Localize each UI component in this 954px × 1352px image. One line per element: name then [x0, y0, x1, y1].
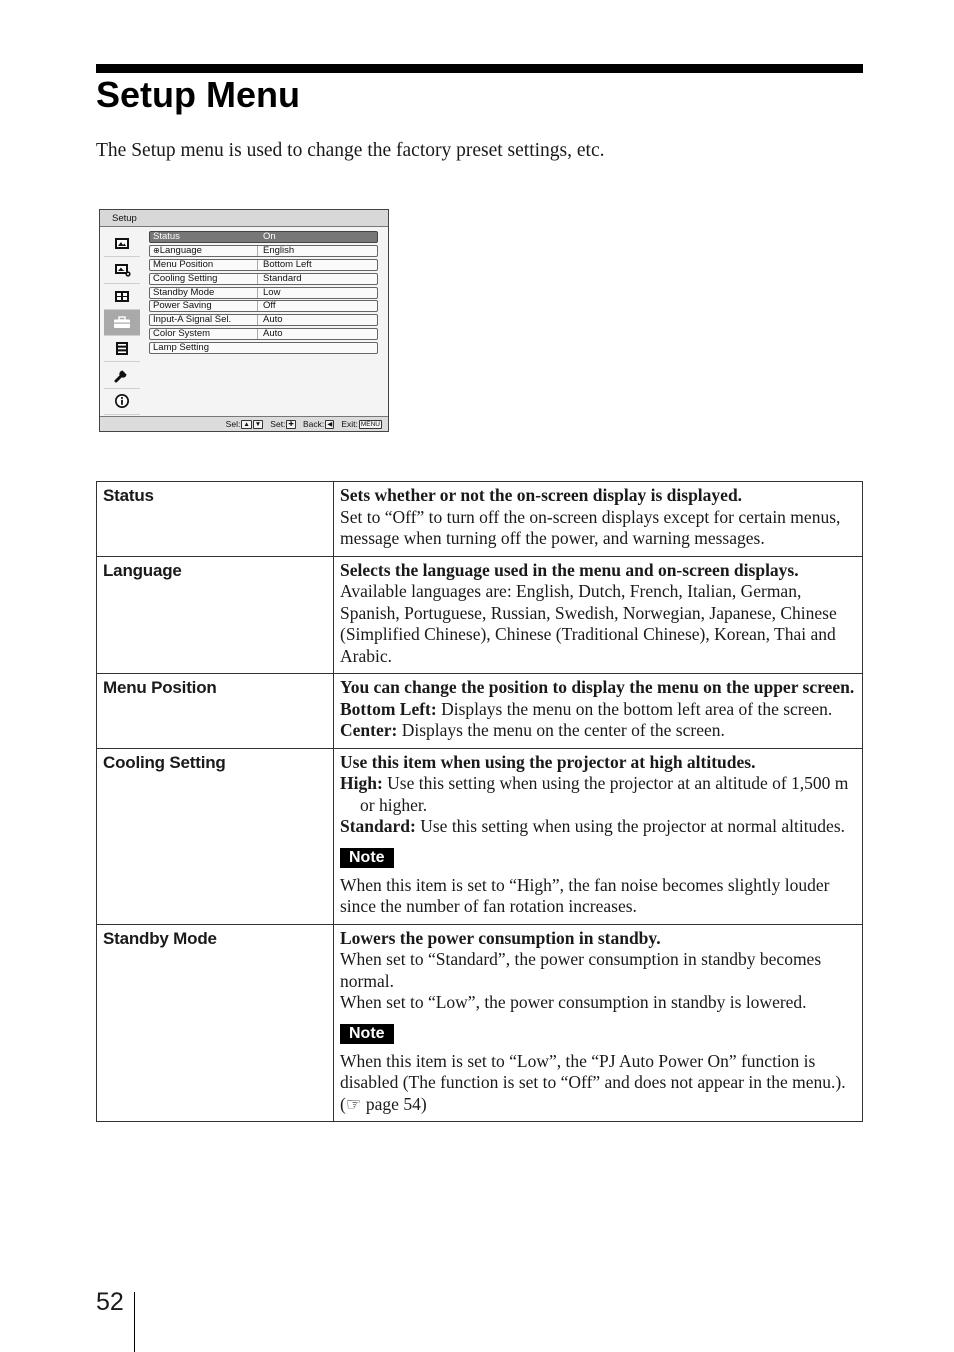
setting-description	[334, 482, 863, 557]
osd-row-value: Auto	[263, 314, 283, 326]
osd-row-label: Input-A Signal Sel.	[153, 314, 232, 326]
table-row	[97, 556, 863, 674]
setting-name: Standby Mode	[97, 924, 334, 1122]
option-term: Standard:	[340, 816, 416, 836]
osd-row-label: Menu Position	[153, 258, 214, 270]
intro-text: The Setup menu is used to change the factory preset settings, etc.	[96, 140, 605, 161]
option-text: Displays the menu on the center of the screen.	[397, 720, 725, 740]
back-key-label: Back:	[302, 419, 325, 429]
osd-row-menu-position[interactable]	[149, 259, 378, 271]
page-reference-icon: ☞	[345, 1093, 362, 1114]
osd-row-label: Standby Mode	[153, 286, 215, 298]
osd-title: Setup	[100, 210, 388, 227]
table-row	[97, 748, 863, 924]
description-heading: Selects the language used in the menu and on-screen displays.	[340, 559, 799, 580]
note-text: When this item is set to “High”, the fan noise becomes slightly louder since the number of fan rotation increases.	[340, 874, 830, 916]
osd-row-power-saving[interactable]	[149, 300, 378, 312]
osd-row-cooling-setting[interactable]	[149, 273, 378, 285]
enter-key-icon: ✚	[288, 421, 294, 428]
setting-name: Language	[97, 556, 334, 674]
description-body: When set to “Low”, the power consumption in standby is lowered.	[340, 992, 807, 1012]
setting-description	[334, 924, 863, 1122]
up-arrow-key-icon: ▲	[243, 421, 250, 428]
osd-row-divider	[257, 260, 258, 270]
osd-row-label: Status	[153, 231, 180, 242]
table-row	[97, 674, 863, 749]
option-term: High:	[340, 773, 383, 793]
osd-key-guide	[100, 416, 388, 431]
osd-row-value: Low	[263, 286, 281, 298]
option-term: Center:	[340, 720, 398, 740]
option-text: Displays the menu on the bottom left area of the screen.	[436, 698, 833, 719]
option-item	[340, 773, 856, 816]
note-text	[340, 1051, 856, 1116]
option-item	[340, 699, 856, 721]
page-reference-text: page 54)	[361, 1093, 427, 1114]
left-arrow-key-icon: ◀	[327, 421, 333, 428]
osd-row-divider	[257, 329, 258, 339]
setup-icon[interactable]	[104, 310, 140, 336]
osd-row-label: Color System	[153, 328, 211, 340]
setting-description	[334, 674, 863, 749]
option-text: Use this setting when using the projector at an altitude of 1,500 m or higher.	[360, 773, 849, 815]
description-heading: You can change the position to display the menu on the upper screen.	[340, 677, 855, 697]
option-item	[340, 720, 856, 742]
picture-adjust-icon[interactable]	[104, 257, 140, 283]
osd-row-standby-mode[interactable]	[149, 287, 378, 299]
information-icon[interactable]	[104, 389, 140, 415]
description-heading: Lowers the power consumption in standby.	[340, 927, 661, 948]
setting-name: Cooling Setting	[97, 748, 334, 924]
osd-row-divider	[257, 288, 258, 298]
option-item	[340, 816, 856, 838]
settings-table	[96, 481, 863, 1122]
osd-row-value: Standard	[263, 272, 302, 284]
osd-row-label: Lamp Setting	[153, 342, 209, 354]
osd-row-value: Auto	[263, 328, 283, 340]
picture-icon[interactable]	[104, 231, 140, 257]
setting-description	[334, 748, 863, 924]
setting-description	[334, 556, 863, 674]
table-row	[97, 924, 863, 1122]
page-number: 52	[96, 1288, 124, 1316]
down-arrow-key-icon: ▼	[254, 421, 262, 428]
note-badge: Note	[340, 1024, 394, 1044]
page-number-rule	[134, 1292, 135, 1352]
description-body: When set to “Standard”, the power consumption in standby becomes normal.	[340, 949, 822, 991]
note-text-part: When this item is set to “Low”, the “PJ Auto Power On” function is disabled (The function is set to “Off” and does not appear in the menu.). (	[340, 1050, 846, 1114]
description-heading: Use this item when using the projector at high altitudes.	[340, 751, 756, 772]
osd-row-label: Cooling Setting	[153, 272, 218, 284]
menu-icon[interactable]	[104, 336, 140, 362]
table-row	[97, 482, 863, 557]
setup-menu-screenshot	[99, 209, 389, 432]
osd-row-label: Power Saving	[153, 300, 212, 312]
osd-row-language[interactable]	[149, 245, 378, 257]
osd-row-value: Off	[263, 300, 276, 312]
osd-row-lamp-setting[interactable]	[149, 342, 378, 354]
osd-row-value: Bottom Left	[263, 258, 312, 270]
note-badge: Note	[340, 848, 394, 868]
page-title: Setup Menu	[96, 74, 300, 115]
setting-name: Menu Position	[97, 674, 334, 749]
set-key-label: Set:	[270, 419, 286, 429]
osd-row-status[interactable]	[149, 231, 378, 243]
description-heading: Sets whether or not the on-screen display is displayed.	[340, 485, 743, 505]
option-text: Use this setting when using the projector at normal altitudes.	[415, 816, 846, 836]
osd-row-value: English	[263, 244, 295, 256]
osd-icon-column	[104, 231, 142, 415]
exit-key-label: Exit:	[341, 419, 358, 429]
input-icon[interactable]	[104, 284, 140, 310]
osd-row-divider	[257, 301, 258, 311]
osd-row-value: On	[263, 231, 276, 242]
installation-icon[interactable]	[104, 362, 140, 388]
language-globe-icon: ⊕	[153, 245, 160, 255]
description-body: Set to “Off” to turn off the on-screen displays except for certain menus, message when turning off the power, and warning messages.	[340, 506, 841, 548]
osd-row-color-system[interactable]	[149, 328, 378, 340]
osd-row-label: Language	[159, 244, 202, 256]
osd-row-divider	[257, 315, 258, 325]
osd-settings-list	[149, 231, 378, 356]
osd-row-divider	[257, 274, 258, 284]
osd-row-input-a-signal-sel[interactable]	[149, 314, 378, 326]
option-term: Bottom Left:	[340, 698, 437, 719]
setting-name: Status	[97, 482, 334, 557]
osd-row-divider	[257, 246, 258, 256]
sel-key-label: Sel:	[225, 419, 241, 429]
description-body: Available languages are: English, Dutch, French, Italian, German, Spanish, Portuguese, Russian, Swedish, Norwegian, Japanese, Chinese (Simplified Chinese), Chinese (Traditional Chinese), Korean, Thai and Arabic.	[340, 581, 837, 666]
menu-key-icon: MENU	[360, 421, 380, 428]
